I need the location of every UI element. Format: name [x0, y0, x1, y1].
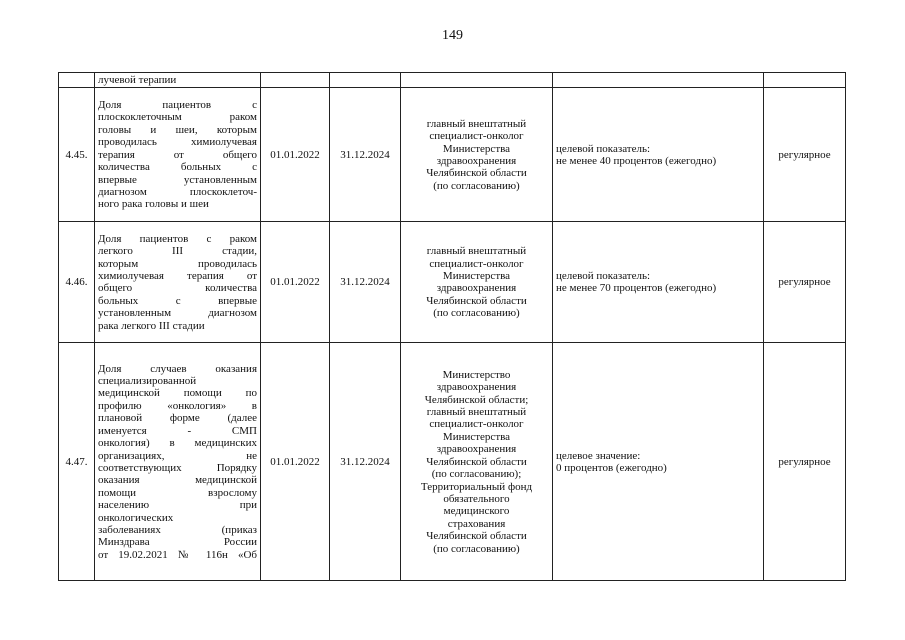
responsible-cell: главный внештатный специалист-онколог Министерства здравоохранения Челябинской области (по согласованию) — [401, 222, 553, 343]
table-row — [59, 343, 846, 581]
end-date-cell: 31.12.2024 — [330, 222, 401, 343]
indicator-cell: целевое значение: 0 процентов (ежегодно) — [553, 343, 764, 581]
start-date-cell — [261, 73, 330, 88]
description-cell: лучевой терапии — [95, 73, 261, 88]
start-date-cell: 01.01.2022 — [261, 88, 330, 222]
table-row — [59, 73, 846, 88]
end-date-cell: 31.12.2024 — [330, 343, 401, 581]
end-date-cell: 31.12.2024 — [330, 88, 401, 222]
description-cell: Доля пациентов с плоскоклеточным раком головы и шеи, которым проводилась химиолучевая терапия от общего количества больных с впервые установленным диагнозом плоскоклеточ- ного рака головы и шеи — [95, 88, 261, 222]
description-cell: Доля пациентов с раком легкого III стадии, которым проводилась химиолучевая терапия от общего количества больных с впервые установленным диагнозом рака легкого III стадии — [95, 222, 261, 343]
description-cell: Доля случаев оказания специализированной медицинской помощи по профилю «онкология» в плановой форме (далее именуется - СМП онкология) в медицинских организациях, не соответствующих Порядку оказания медицинской помощи взрослому населению при онкологических заболеваниях (приказ Минздрава России от 19.02.2021 № 116н «Об — [95, 343, 261, 581]
num-cell: 4.47. — [59, 343, 95, 581]
frequency-cell — [764, 73, 846, 88]
start-date-cell: 01.01.2022 — [261, 222, 330, 343]
indicator-cell — [553, 73, 764, 88]
frequency-cell: регулярное — [764, 343, 846, 581]
table-row — [59, 222, 846, 343]
num-cell: 4.46. — [59, 222, 95, 343]
responsible-cell — [401, 73, 553, 88]
measures-table — [58, 72, 846, 581]
page-number: 149 — [442, 28, 463, 43]
num-cell: 4.45. — [59, 88, 95, 222]
table-row — [59, 88, 846, 222]
end-date-cell — [330, 73, 401, 88]
indicator-cell: целевой показатель: не менее 70 процентов (ежегодно) — [553, 222, 764, 343]
start-date-cell: 01.01.2022 — [261, 343, 330, 581]
responsible-cell: Министерство здравоохранения Челябинской области; главный внештатный специалист-онколог Министерства здравоохранения Челябинской области (по согласованию); Территориальный фонд обязательного медицинского страхования Челябинской области (по согласованию) — [401, 343, 553, 581]
indicator-cell: целевой показатель: не менее 40 процентов (ежегодно) — [553, 88, 764, 222]
frequency-cell: регулярное — [764, 88, 846, 222]
frequency-cell: регулярное — [764, 222, 846, 343]
responsible-cell: главный внештатный специалист-онколог Министерства здравоохранения Челябинской области (по согласованию) — [401, 88, 553, 222]
num-cell — [59, 73, 95, 88]
